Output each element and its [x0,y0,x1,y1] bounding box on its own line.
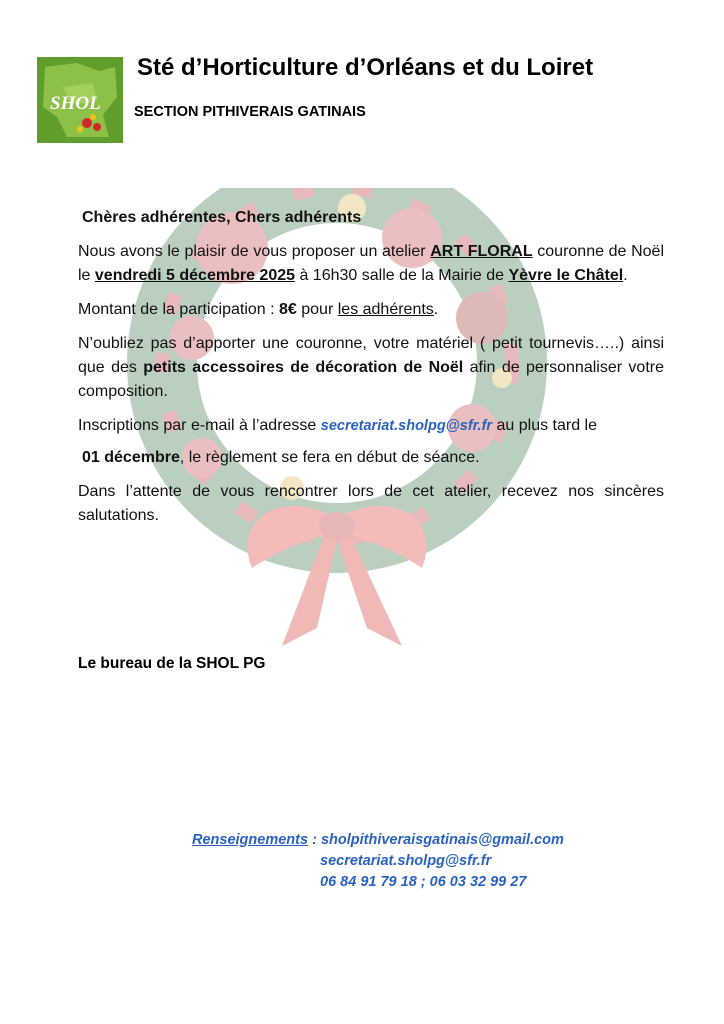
text: afin de personnaliser votre composition. [78,359,664,400]
signature: Le bureau de la SHOL PG [78,655,266,672]
logo-text: SHOL [50,93,101,114]
greeting: Chères adhérentes, Chers adhérents [82,209,362,226]
paragraph-invitation [78,240,664,288]
contact-block [192,830,564,893]
fee-amount: 8€ [279,301,297,318]
paragraph-closing: Dans l’attente de vous rencontrer lors de cet atelier, recevez nos sincères salutations. [78,483,664,524]
text: à 16h30 salle de la Mairie de [295,267,509,284]
shol-logo [37,57,123,143]
paragraph-materials [78,332,664,404]
contact-email-sfr[interactable]: secretariat.sholpg@sfr.fr [320,853,492,869]
text: , le règlement se fera en début de séance. [179,449,480,466]
text: N’oubliez pas d’apporter une couronne, votre matériel ( petit tournevis…..) ainsi que des [78,335,664,376]
text: Montant de la participation : [78,301,280,318]
text: : [308,832,321,848]
text: . [433,301,439,318]
text: Nous avons le plaisir de vous proposer un atelier [78,243,431,260]
org-section: SECTION PITHIVERAIS GATINAIS [134,104,366,120]
registration-email-link[interactable]: secretariat.sholpg@sfr.fr [320,418,493,434]
deadline-date: 01 décembre [82,449,180,466]
paragraph-fee [78,298,664,322]
workshop-name: ART FLORAL [430,243,533,260]
contact-label: Renseignements [192,832,309,848]
text: pour [296,301,338,318]
text: . [623,267,628,284]
text: au plus tard le [492,417,597,434]
accessories: petits accessoires de décoration de Noël [143,359,464,376]
text: couronne de Noël le [78,243,665,284]
fee-audience: les adhérents [337,301,434,318]
letter-body [78,206,664,538]
contact-phones: 06 84 91 79 18 ; 06 03 32 99 27 [320,874,527,890]
event-date: vendredi 5 décembre 2025 [94,267,296,284]
paragraph-deadline [78,446,664,470]
org-title: Sté d’Horticulture d’Orléans et du Loiret [137,54,594,81]
event-place: Yèvre le Châtel [508,267,624,284]
contact-email-gmail[interactable]: sholpithiveraisgatinais@gmail.com [320,832,564,848]
text: Inscriptions par e-mail à l’adresse [78,417,321,434]
paragraph-registration [78,414,664,438]
